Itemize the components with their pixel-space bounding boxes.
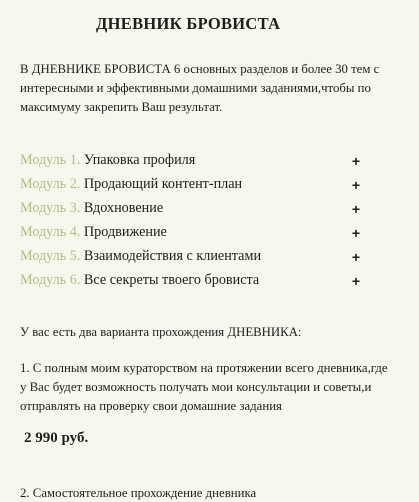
module-title: Все секреты твоего бровиста <box>83 272 260 288</box>
module-number: Модуль 2. <box>20 176 81 192</box>
module-title: Упаковка профиля <box>83 152 196 168</box>
module-item-5[interactable] <box>20 247 380 271</box>
plus-icon[interactable]: + <box>351 249 360 265</box>
module-item-1[interactable] <box>20 151 380 175</box>
module-item-3[interactable] <box>20 199 380 223</box>
module-number: Модуль 5. <box>20 248 81 264</box>
module-item-6[interactable] <box>20 271 380 295</box>
option-full-curation: 1. С полным моим кураторством на протяжении всего дневника,где у Вас будет возможность получать мои консультации и советы,и отправлять на проверку свои домашние задания <box>20 361 388 413</box>
option-self-study: 2. Самостоятельное прохождение дневника <box>20 486 257 500</box>
plus-icon[interactable]: + <box>351 177 360 193</box>
module-number: Модуль 3. <box>20 200 81 216</box>
plus-icon[interactable]: + <box>351 273 360 289</box>
module-list <box>20 151 380 295</box>
module-item-2[interactable] <box>20 175 380 199</box>
module-number: Модуль 6. <box>20 272 81 288</box>
variants-heading: У вас есть два варианта прохождения ДНЕВНИКА: <box>20 325 302 339</box>
plus-icon[interactable]: + <box>351 225 360 241</box>
module-title: Взаимодействия с клиентами <box>83 248 262 264</box>
plus-icon[interactable]: + <box>351 153 360 169</box>
option-price: 2 990 руб. <box>24 430 89 446</box>
module-number: Модуль 4. <box>20 224 81 240</box>
module-number: Модуль 1. <box>20 152 81 168</box>
page-title: ДНЕВНИК БРОВИСТА <box>96 14 281 33</box>
module-item-4[interactable] <box>20 223 380 247</box>
module-title: Продвижение <box>83 224 167 240</box>
module-title: Вдохновение <box>83 200 164 216</box>
module-title: Продающий контент-план <box>83 176 243 192</box>
plus-icon[interactable]: + <box>351 201 360 217</box>
intro-text: В ДНЕВНИКЕ БРОВИСТА 6 основных разделов и более 30 тем с интересными и эффективными домашними заданиями,чтобы по максимуму закрепить Ваш результат. <box>20 62 380 114</box>
